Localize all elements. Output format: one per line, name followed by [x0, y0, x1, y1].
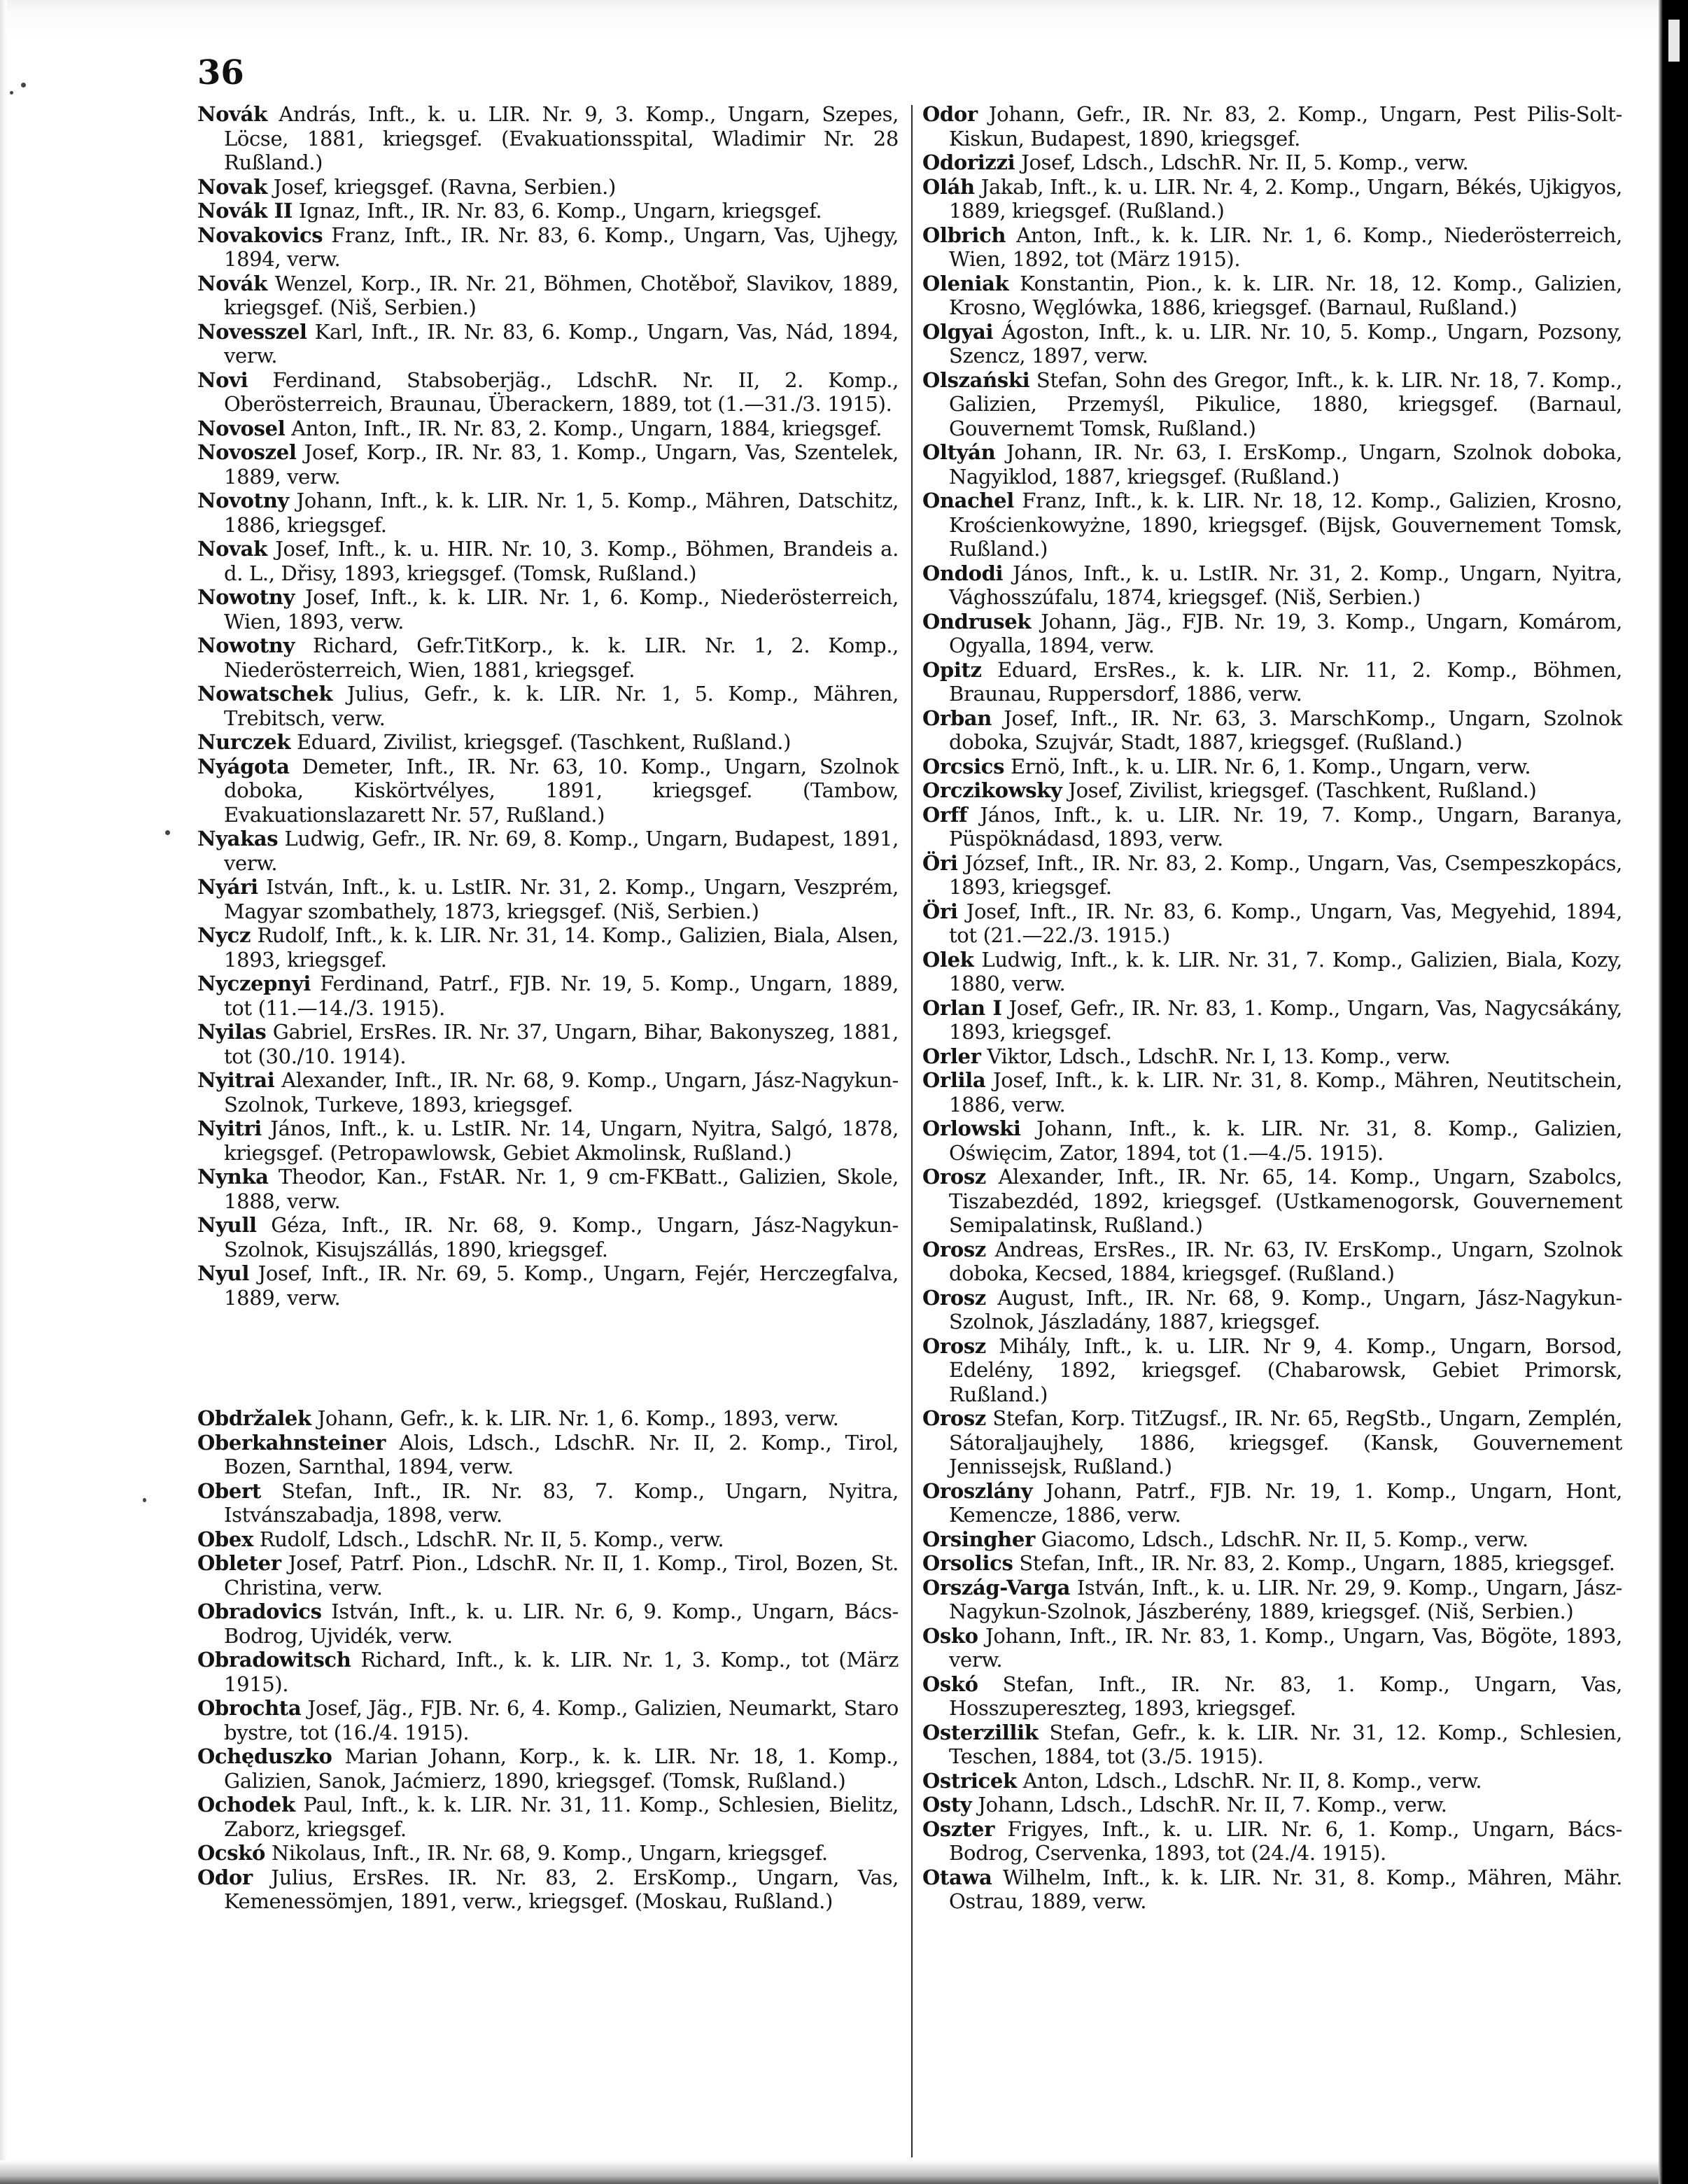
register-entry: [197, 416, 899, 441]
left-column: [197, 102, 899, 1914]
entry-details: Konstantin, Pion., k. k. LIR. Nr. 18, 12. Komp., Galizien, Krosno, Węglówka, 1886, kriegsgef. (Barnaul, Rußland.): [949, 271, 1622, 319]
register-entry: [197, 1793, 899, 1841]
entry-surname: Nowatschek: [197, 682, 333, 706]
register-entry: [922, 658, 1622, 706]
register-entry: [197, 1600, 899, 1648]
register-entry: [922, 1527, 1622, 1552]
entry-details: Karl, Inft., IR. Nr. 83, 6. Komp., Ungarn, Vas, Nád, 1894, verw.: [224, 319, 899, 368]
entry-details: Johann, Gefr., IR. Nr. 83, 2. Komp., Ungarn, Pest Pilis-Solt-Kiskun, Budapest, 1890, kriegsgef.: [949, 102, 1622, 150]
entry-details: Stefan, Korp. TitZugsf., IR. Nr. 65, RegStb., Ungarn, Zemplén, Sátoraljaujhely, 1886, kriegsgef. (Kansk, Gouvernement Jennissejsk, Rußland.): [949, 1406, 1622, 1478]
entry-surname: Nyakas: [197, 827, 279, 850]
entry-details: Johann, Inft., k. k. LIR. Nr. 31, 8. Komp., Galizien, Oświęcim, Zator, 1894, tot (1.—4./5. 1915).: [949, 1116, 1622, 1165]
register-entry: [197, 537, 899, 585]
register-entry: [922, 803, 1622, 851]
register-entry: [922, 1865, 1622, 1914]
entry-surname: Orosz: [922, 1165, 986, 1189]
register-entry: [922, 440, 1622, 489]
register-entry: [197, 199, 899, 223]
entry-details: Rudolf, Ldsch., LdschR. Nr. II, 5. Komp., verw.: [259, 1527, 724, 1551]
entry-surname: Novesszel: [197, 319, 307, 344]
scan-shadow-top: [0, 0, 1659, 45]
register-entry: [922, 1817, 1622, 1865]
register-entry: [197, 730, 899, 755]
register-entry: [197, 1696, 899, 1744]
register-entry: [197, 1744, 899, 1793]
entry-surname: Obrochta: [197, 1696, 302, 1720]
entry-details: August, Inft., IR. Nr. 68, 9. Komp., Ungarn, Jász-Nagykun-Szolnok, Jászladány, 1887, kriegsgef.: [949, 1285, 1622, 1334]
entry-details: Alexander, Inft., IR. Nr. 68, 9. Komp., Ungarn, Jász-Nagykun-Szolnok, Turkeve, 1893, kriegsgef.: [224, 1068, 899, 1116]
register-entry: [922, 706, 1622, 755]
entry-surname: Novoszel: [197, 440, 297, 464]
entry-details: Ferdinand, Stabsoberjäg., LdschR. Nr. II, 2. Komp., Oberösterreich, Braunau, Überackern, 1889, tot (1.—31./3. 1915).: [224, 368, 899, 416]
entry-surname: Ostricek: [922, 1768, 1017, 1793]
entry-details: János, Inft., k. u. LIR. Nr. 19, 7. Komp., Ungarn, Baranya, Püspöknádasd, 1893, verw.: [949, 802, 1622, 850]
register-entry: [922, 778, 1622, 803]
entry-details: Stefan, Inft., IR. Nr. 83, 2. Komp., Ungarn, 1885, kriegsgef.: [1019, 1551, 1615, 1575]
entry-details: István, Inft., k. u. LIR. Nr. 29, 9. Komp., Ungarn, Jász-Nagykun-Szolnok, Jászberény, 1889, kriegsgef. (Niš, Serbien.): [949, 1575, 1622, 1623]
register-entry: [922, 948, 1622, 996]
register-entry: [197, 175, 899, 200]
register-entry: [197, 875, 899, 923]
register-entry: [922, 272, 1622, 320]
register-entry: [922, 1793, 1622, 1817]
entry-details: Josef, kriegsgef. (Ravna, Serbien.): [273, 174, 616, 199]
entry-details: Gabriel, ErsRes. IR. Nr. 37, Ungarn, Bihar, Bakonyszeg, 1881, tot (30./10. 1914).: [224, 1020, 899, 1068]
entry-surname: Novotny: [197, 489, 289, 512]
entry-surname: Obradovics: [197, 1600, 322, 1623]
entry-surname: Nycz: [197, 923, 251, 947]
register-entry: [197, 272, 899, 320]
entry-details: Marian Johann, Korp., k. k. LIR. Nr. 18, 1. Komp., Galizien, Sanok, Jaćmierz, 1890, kriegsgef. (Tomsk, Rußland.): [224, 1744, 899, 1793]
scan-shadow-left: [0, 0, 7, 2184]
entry-details: Eduard, Zivilist, kriegsgef. (Taschkent, Rußland.): [296, 730, 792, 754]
scan-speck: [165, 830, 170, 835]
entry-surname: Nyitri: [197, 1116, 262, 1140]
register-entry: [922, 1044, 1622, 1069]
register-entry: [197, 440, 899, 489]
entry-details: Josef, Inft., k. u. HIR. Nr. 10, 3. Komp., Böhmen, Brandeis a. d. L., Dřisy, 1893, kriegsgef. (Tomsk, Rußland.): [224, 537, 899, 585]
entry-details: Frigyes, Inft., k. u. LIR. Nr. 6, 1. Komp., Ungarn, Bács-Bodrog, Cservenka, 1893, tot (24./4. 1915).: [949, 1816, 1622, 1865]
entry-surname: Orosz: [922, 1285, 986, 1310]
entry-details: Alois, Ldsch., LdschR. Nr. II, 2. Komp., Tirol, Bozen, Sarnthal, 1894, verw.: [224, 1430, 899, 1478]
register-entry: [197, 1068, 899, 1116]
register-entry: [922, 223, 1622, 272]
scan-notch: [1668, 20, 1680, 62]
entry-surname: Odor: [197, 1865, 253, 1889]
entry-details: Ignaz, Inft., IR. Nr. 83, 6. Komp., Ungarn, kriegsgef.: [298, 199, 822, 223]
entry-details: Johann, Gefr., k. k. LIR. Nr. 1, 6. Komp., 1893, verw.: [317, 1406, 839, 1430]
entry-details: Alexander, Inft., IR. Nr. 65, 14. Komp., Ungarn, Szabolcs, Tiszabezdéd, 1892, kriegsgef. (Ustkamenogorsk, Gouvernement Semipalatinsk, Rußland.): [949, 1165, 1622, 1237]
entry-surname: Odorizzi: [922, 150, 1015, 174]
entry-surname: Obert: [197, 1478, 261, 1503]
entry-surname: Ondrusek: [922, 609, 1032, 634]
entry-details: Ágoston, Inft., k. u. LIR. Nr. 10, 5. Komp., Ungarn, Pozsony, Szencz, 1897, verw.: [949, 319, 1622, 368]
entry-surname: Novi: [197, 368, 248, 392]
register-entry: [197, 634, 899, 682]
entry-details: Anton, Inft., k. k. LIR. Nr. 1, 6. Komp., Niederösterreich, Wien, 1892, tot (März 1915).: [949, 223, 1622, 271]
entry-details: Josef, Patrf. Pion., LdschR. Nr. II, 1. Komp., Tirol, Bozen, St. Christina, verw.: [224, 1551, 899, 1600]
entry-surname: Nyull: [197, 1213, 257, 1237]
entry-details: Mihály, Inft., k. u. LIR. Nr 9, 4. Komp., Ungarn, Borsod, Edelény, 1892, kriegsgef. (Chabarowsk, Gebiet Primorsk, Rußland.): [949, 1334, 1622, 1406]
entry-details: Andreas, ErsRes., IR. Nr. 63, IV. ErsKomp., Ungarn, Szolnok doboka, Kecsed, 1884, kriegsgef. (Rußland.): [949, 1237, 1622, 1285]
entry-details: Ludwig, Gefr., IR. Nr. 69, 8. Komp., Ungarn, Budapest, 1891, verw.: [224, 827, 899, 875]
entry-details: Richard, Gefr.TitKorp., k. k. LIR. Nr. 1, 2. Komp., Niederösterreich, Wien, 1881, kriegsgef.: [224, 634, 899, 682]
register-entry: [197, 1865, 899, 1914]
entry-surname: Novosel: [197, 416, 286, 440]
register-entry: [922, 996, 1622, 1044]
entry-details: József, Inft., IR. Nr. 83, 2. Komp., Ungarn, Vas, Csempeszkopács, 1893, kriegsgef.: [949, 850, 1622, 899]
entry-surname: Orosz: [922, 1334, 986, 1358]
entry-surname: Nynka: [197, 1165, 269, 1189]
entry-details: Eduard, ErsRes., k. k. LIR. Nr. 11, 2. Komp., Böhmen, Braunau, Ruppersdorf, 1886, verw.: [949, 657, 1622, 706]
entry-surname: Nyczepnyi: [197, 972, 311, 995]
register-entry: [197, 1527, 899, 1552]
entry-surname: Nowotny: [197, 634, 295, 657]
entry-surname: Nyul: [197, 1261, 250, 1285]
entry-surname: Onachel: [922, 489, 1014, 512]
right-column: [922, 102, 1622, 1914]
entry-surname: Orlila: [922, 1068, 986, 1092]
entry-surname: Orczikowsky: [922, 778, 1062, 802]
entry-details: Johann, Ldsch., LdschR. Nr. II, 7. Komp., verw.: [978, 1793, 1447, 1816]
entry-surname: Osty: [922, 1793, 972, 1816]
entry-details: István, Inft., k. u. LIR. Nr. 6, 9. Komp., Ungarn, Bács-Bodrog, Ujvidék, verw.: [224, 1600, 899, 1648]
entry-details: Julius, Gefr., k. k. LIR. Nr. 1, 5. Komp., Mähren, Trebitsch, verw.: [224, 682, 899, 730]
register-entry: [197, 827, 899, 875]
entry-details: Josef, Ldsch., LdschR. Nr. II, 5. Komp., verw.: [1021, 150, 1469, 174]
entry-details: Stefan, Inft., IR. Nr. 83, 1. Komp., Ungarn, Vas, Hosszupereszteg, 1893, kriegsgef.: [949, 1672, 1623, 1720]
register-entry: [922, 1238, 1622, 1286]
register-entry: [922, 561, 1622, 610]
entry-surname: Oszter: [922, 1816, 995, 1841]
entry-surname: Obradowitsch: [197, 1648, 351, 1672]
section-o-entries: [197, 1406, 899, 1914]
register-entry: [922, 1624, 1622, 1672]
register-entry: [197, 1431, 899, 1479]
entry-details: Ernö, Inft., k. u. LIR. Nr. 6, 1. Komp., Ungarn, verw.: [1010, 754, 1531, 778]
entry-surname: Ochęduszko: [197, 1744, 332, 1768]
entry-details: Richard, Inft., k. k. LIR. Nr. 1, 3. Komp., tot (März 1915).: [224, 1648, 899, 1696]
register-entry: [922, 150, 1622, 175]
entry-details: Rudolf, Inft., k. k. LIR. Nr. 31, 14. Komp., Galizien, Biala, Alsen, 1893, kriegsgef.: [224, 923, 899, 972]
entry-surname: Orosz: [922, 1406, 986, 1430]
scan-speck: [21, 83, 26, 88]
entry-details: Josef, Inft., k. k. LIR. Nr. 1, 6. Komp., Niederösterreich, Wien, 1893, verw.: [224, 585, 899, 634]
entry-surname: Oberkahnsteiner: [197, 1430, 386, 1455]
entry-surname: Osko: [922, 1623, 978, 1648]
entry-details: Demeter, Inft., IR. Nr. 63, 10. Komp., Ungarn, Szolnok doboka, Kiskörtvélyes, 1891, kriegsgef. (Tambow, Evakuationslazarett Nr. 57, Rußland.): [224, 754, 899, 827]
register-entry: [922, 1576, 1622, 1624]
register-entry: [922, 1769, 1622, 1793]
entry-surname: Orsingher: [922, 1527, 1035, 1551]
section-n-entries: [197, 102, 899, 1310]
register-entry: [197, 1479, 899, 1527]
entry-details: Stefan, Gefr., k. k. LIR. Nr. 31, 12. Komp., Schlesien, Teschen, 1884, tot (3./5. 1915).: [949, 1720, 1622, 1768]
register-entry: [197, 368, 899, 416]
entry-surname: Orosz: [922, 1237, 986, 1261]
entry-details: Viktor, Ldsch., LdschR. Nr. I, 13. Komp., verw.: [987, 1044, 1451, 1068]
register-entry: [197, 1213, 899, 1261]
register-entry: [197, 585, 899, 634]
scan-border-right: [1659, 0, 1688, 2184]
entry-surname: Nyágota: [197, 754, 290, 778]
entry-details: Franz, Inft., k. k. LIR. Nr. 18, 12. Komp., Galizien, Krosno, Krościenkowyżne, 1890, kriegsgef. (Bijsk, Gouvernement Tomsk, Rußland.): [949, 489, 1622, 561]
register-entry: [922, 1116, 1622, 1165]
entry-surname: Orff: [922, 802, 968, 827]
entry-details: Theodor, Kan., FstAR. Nr. 1, 9 cm-FKBatt., Galizien, Skole, 1888, verw.: [224, 1165, 899, 1213]
entry-details: Josef, Inft., IR. Nr. 69, 5. Komp., Ungarn, Fejér, Herczegfalva, 1889, verw.: [224, 1261, 899, 1310]
entry-details: Julius, ErsRes. IR. Nr. 83, 2. ErsKomp., Ungarn, Vas, Kemenessömjen, 1891, verw., kriegsgef. (Moskau, Rußland.): [224, 1865, 899, 1913]
entry-surname: Opitz: [922, 657, 982, 682]
register-entry: [922, 368, 1622, 441]
register-entry: [922, 610, 1622, 658]
register-entry: [922, 755, 1622, 779]
entry-surname: Orler: [922, 1044, 981, 1068]
register-entry: [197, 102, 899, 175]
entry-details: Stefan, Sohn des Gregor, Inft., k. k. LIR. Nr. 18, 7. Komp., Galizien, Przemyśl, Pikulice, 1880, kriegsgef. (Barnaul, Gouvernemt Tomsk, Rußland.): [949, 368, 1622, 440]
register-entry: [197, 1165, 899, 1213]
entry-surname: Nowotny: [197, 585, 295, 609]
entry-details: Josef, Gefr., IR. Nr. 83, 1. Komp., Ungarn, Vas, Nagycsákány, 1893, kriegsgef.: [949, 995, 1622, 1044]
entry-details: Jakab, Inft., k. u. LIR. Nr. 4, 2. Komp., Ungarn, Békés, Ujkigyos, 1889, kriegsgef. (Rußland.): [949, 174, 1622, 223]
entry-surname: Oláh: [922, 174, 975, 199]
entry-details: Johann, Jäg., FJB. Nr. 19, 3. Komp., Ungarn, Komárom, Ogyalla, 1894, verw.: [949, 609, 1622, 657]
register-entry: [922, 102, 1622, 150]
entry-surname: Novak: [197, 174, 267, 199]
entry-surname: Novák II: [197, 199, 293, 223]
entry-details: Wilhelm, Inft., k. k. LIR. Nr. 31, 8. Komp., Mähren, Mähr. Ostrau, 1889, verw.: [949, 1865, 1622, 1913]
entry-surname: Oskó: [922, 1672, 978, 1696]
entry-surname: Otawa: [922, 1865, 992, 1889]
register-entry: [922, 1551, 1622, 1576]
entry-surname: Öri: [922, 899, 958, 923]
entry-surname: Olbrich: [922, 223, 1006, 247]
register-entry: [197, 320, 899, 368]
register-entry: [197, 1551, 899, 1600]
entry-surname: Osterzillik: [922, 1720, 1039, 1744]
register-entry: [922, 851, 1622, 899]
entry-details: János, Inft., k. u. LstIR. Nr. 31, 2. Komp., Ungarn, Nyitra, Vághosszúfalu, 1874, kriegsgef. (Niš, Serbien.): [949, 561, 1622, 609]
entry-surname: Obleter: [197, 1551, 281, 1575]
register-entry: [922, 1672, 1622, 1721]
register-entry: [922, 1406, 1622, 1479]
entry-details: Anton, Ldsch., LdschR. Nr. II, 8. Komp., verw.: [1022, 1768, 1482, 1793]
register-entry: [197, 1648, 899, 1696]
entry-surname: Obdržalek: [197, 1406, 311, 1430]
entry-details: Géza, Inft., IR. Nr. 68, 9. Komp., Ungarn, Jász-Nagykun-Szolnok, Kisujszállás, 1890, kriegsgef.: [224, 1213, 899, 1261]
register-entry: [197, 489, 899, 537]
entry-surname: Novák: [197, 102, 267, 126]
entry-surname: Odor: [922, 102, 978, 126]
entry-surname: Olek: [922, 947, 974, 972]
scan-speck: [143, 1498, 146, 1502]
entry-surname: Oltyán: [922, 440, 996, 464]
entry-surname: Orsolics: [922, 1551, 1013, 1575]
register-entry: [197, 682, 899, 730]
entry-details: Johann, Inft., IR. Nr. 83, 1. Komp., Ungarn, Vas, Bögöte, 1893, verw.: [949, 1623, 1622, 1672]
entry-surname: Obex: [197, 1527, 253, 1551]
register-entry: [922, 1334, 1622, 1407]
entry-details: Josef, Korp., IR. Nr. 83, 1. Komp., Ungarn, Vas, Szentelek, 1889, verw.: [224, 440, 899, 489]
register-entry: [922, 320, 1622, 368]
entry-surname: Nurczek: [197, 730, 291, 754]
entry-surname: Oroszlány: [922, 1478, 1033, 1503]
register-entry: [922, 1721, 1622, 1769]
entry-surname: Orlowski: [922, 1116, 1021, 1140]
entry-details: Ferdinand, Patrf., FJB. Nr. 19, 5. Komp., Ungarn, 1889, tot (11.—14./3. 1915).: [224, 972, 899, 1020]
register-entry: [197, 972, 899, 1020]
entry-surname: Nyitrai: [197, 1068, 275, 1092]
entry-details: Josef, Inft., IR. Nr. 83, 6. Komp., Ungarn, Vas, Megyehid, 1894, tot (21.—22./3. 1915.): [949, 899, 1622, 947]
page-number: 36: [197, 53, 244, 92]
entry-details: Johann, IR. Nr. 63, I. ErsKomp., Ungarn, Szolnok doboka, Nagyiklod, 1887, kriegsgef. (Rußland.): [949, 440, 1622, 489]
entry-surname: Novak: [197, 537, 267, 561]
register-entry: [922, 1068, 1622, 1116]
entry-details: Josef, Jäg., FJB. Nr. 6, 4. Komp., Galizien, Neumarkt, Staro bystre, tot (16./4. 1915).: [224, 1696, 899, 1744]
entry-surname: Olgyai: [922, 319, 994, 344]
register-entry: [922, 175, 1622, 223]
entry-surname: Öri: [922, 850, 958, 875]
entry-surname: Orban: [922, 706, 992, 730]
register-entry: [197, 1116, 899, 1165]
register-entry: [197, 1841, 899, 1865]
register-entry: [922, 1479, 1622, 1527]
entry-details: Johann, Patrf., FJB. Nr. 19, 1. Komp., Ungarn, Hont, Kemencze, 1886, verw.: [949, 1478, 1622, 1527]
entry-details: Nikolaus, Inft., IR. Nr. 68, 9. Komp., Ungarn, kriegsgef.: [271, 1841, 828, 1865]
entry-surname: Nyári: [197, 875, 258, 899]
entry-details: Anton, Inft., IR. Nr. 83, 2. Komp., Ungarn, 1884, kriegsgef.: [291, 416, 882, 440]
entry-surname: Ország-Varga: [922, 1575, 1071, 1600]
entry-details: Josef, Inft., IR. Nr. 63, 3. MarschKomp., Ungarn, Szolnok doboka, Szujvár, Stadt, 1887, kriegsgef. (Rußland.): [949, 706, 1622, 754]
register-entry: [922, 1286, 1622, 1334]
entry-surname: Novák: [197, 271, 267, 295]
register-entry: [922, 899, 1622, 948]
register-entry: [197, 923, 899, 972]
entry-details: János, Inft., k. u. LstIR. Nr. 14, Ungarn, Nyitra, Salgó, 1878, kriegsgef. (Petropawlowsk, Gebiet Akmolinsk, Rußland.): [224, 1116, 899, 1165]
entry-surname: Novakovics: [197, 223, 323, 247]
entry-surname: Ocskó: [197, 1841, 265, 1865]
entry-details: Johann, Inft., k. k. LIR. Nr. 1, 5. Komp., Mähren, Datschitz, 1886, kriegsgef.: [224, 489, 899, 537]
register-entry: [197, 223, 899, 272]
register-entry: [922, 489, 1622, 561]
register-entry: [922, 1165, 1622, 1238]
register-entry: [197, 1020, 899, 1068]
entry-details: Giacomo, Ldsch., LdschR. Nr. II, 5. Komp., verw.: [1041, 1527, 1528, 1551]
entry-details: Paul, Inft., k. k. LIR. Nr. 31, 11. Komp., Schlesien, Bielitz, Zaborz, kriegsgef.: [224, 1793, 899, 1841]
entry-surname: Orlan I: [922, 995, 1002, 1020]
entry-surname: Orcsics: [922, 754, 1005, 778]
entry-details: Ludwig, Inft., k. k. LIR. Nr. 31, 7. Komp., Galizien, Biala, Kozy, 1880, verw.: [949, 947, 1622, 995]
column-divider: [911, 105, 913, 2157]
entry-surname: Oleniak: [922, 271, 1009, 295]
entry-details: Stefan, Inft., IR. Nr. 83, 7. Komp., Ungarn, Nyitra, Istvánszabadja, 1898, verw.: [224, 1478, 899, 1527]
entry-surname: Olszański: [922, 368, 1030, 392]
register-entry: [197, 755, 899, 827]
entry-details: Franz, Inft., IR. Nr. 83, 6. Komp., Ungarn, Vas, Ujhegy, 1894, verw.: [224, 223, 899, 271]
entry-surname: Ondodi: [922, 561, 1004, 585]
entry-surname: Ochodek: [197, 1793, 295, 1816]
entry-details: Josef, Inft., k. k. LIR. Nr. 31, 8. Komp., Mähren, Neutitschein, 1886, verw.: [949, 1068, 1622, 1116]
entry-surname: Nyilas: [197, 1020, 267, 1044]
entry-details: András, Inft., k. u. LIR. Nr. 9, 3. Komp., Ungarn, Szepes, Löcse, 1881, kriegsgef. (Evakuationsspital, Wladimir Nr. 28 Rußland.): [224, 102, 899, 174]
scan-speck: [10, 91, 13, 94]
section-gap: [197, 1310, 899, 1406]
register-entry: [197, 1261, 899, 1310]
entry-details: Wenzel, Korp., IR. Nr. 21, Böhmen, Chotěboř, Slavikov, 1889, kriegsgef. (Niš, Serbien.): [224, 271, 899, 319]
entry-details: István, Inft., k. u. LstIR. Nr. 31, 2. Komp., Ungarn, Veszprém, Magyar szombathely, 1873, kriegsgef. (Niš, Serbien.): [224, 875, 899, 923]
register-entry: [197, 1406, 899, 1431]
entry-details: Josef, Zivilist, kriegsgef. (Taschkent, Rußland.): [1068, 778, 1537, 802]
scan-shadow-bottom: [0, 2160, 1659, 2184]
